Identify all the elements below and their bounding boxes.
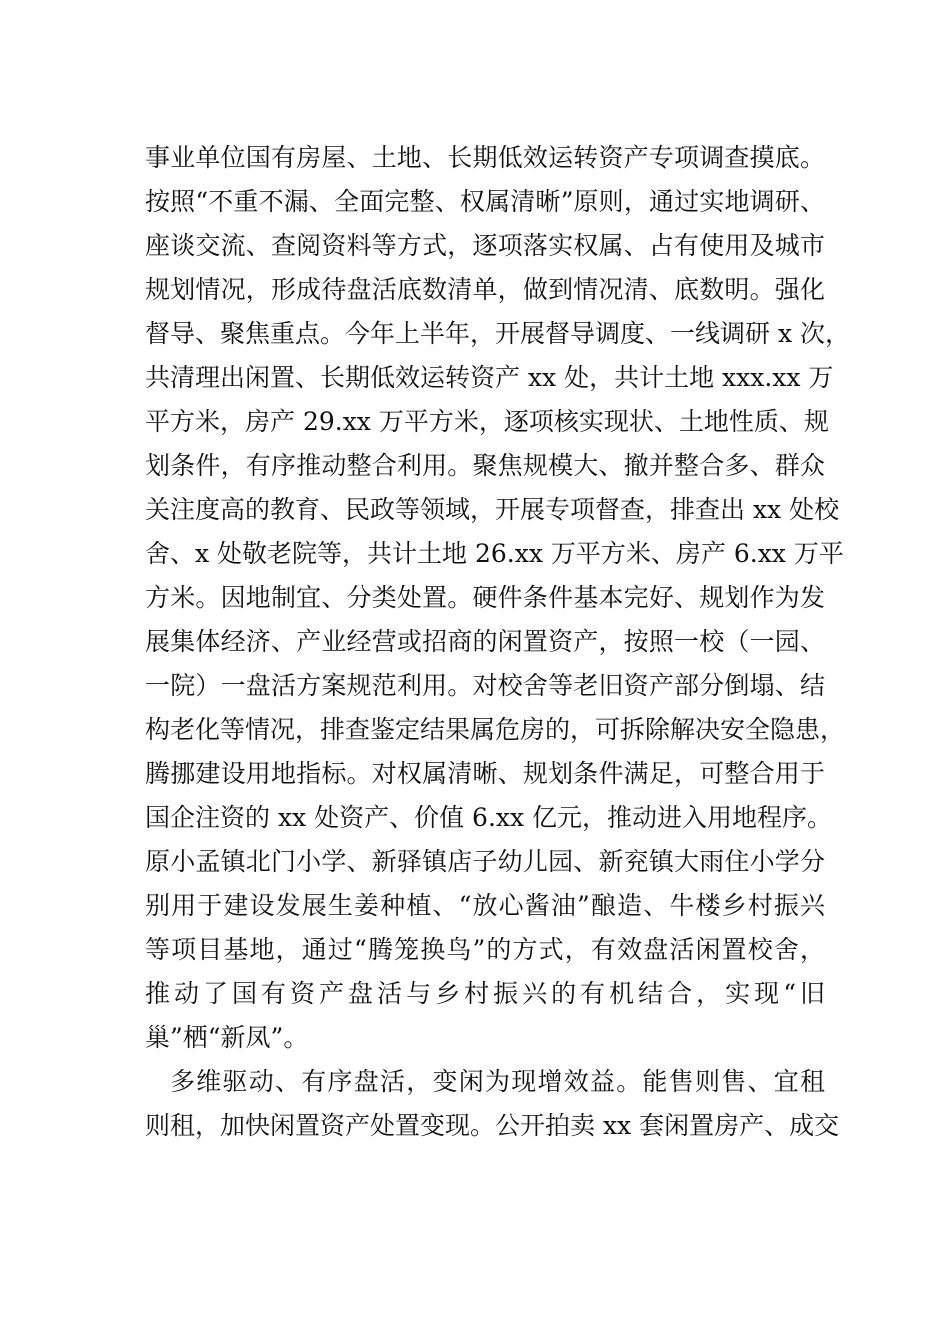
text-line: 方米。因地制宜、分类处置。硬件条件基本完好、规划作为发 — [145, 583, 825, 612]
text-line: 展集体经济、产业经营或招商的闲置资产，按照一校（一园、 — [145, 627, 825, 656]
text-line: 一院）一盘活方案规范利用。对校舍等老旧资产部分倒塌、结 — [145, 671, 825, 700]
text-line: 等项目基地，通过“腾笼换鸟”的方式，有效盘活闲置校舍， — [145, 935, 825, 964]
text-line: 督导、聚焦重点。今年上半年，开展督导调度、一线调研 x 次， — [145, 319, 850, 348]
text-line: 构老化等情况，排查鉴定结果属危房的，可拆除解决安全隐患， — [145, 715, 846, 744]
text-line: 推动了国有资产盘活与乡村振兴的有机结合，实现“旧 — [145, 979, 825, 1008]
text-line: 按照“不重不漏、全面完整、权属清晰”原则，通过实地调研、 — [145, 187, 825, 216]
text-line: 划条件，有序推动整合利用。聚焦规模大、撤并整合多、群众 — [145, 451, 825, 480]
text-line: 平方米，房产 29.xx 万平方米，逐项核实现状、土地性质、规 — [145, 407, 829, 436]
text-line: 舍、x 处敬老院等，共计土地 26.xx 万平方米、房产 6.xx 万平 — [145, 539, 844, 568]
text-line: 规划情况，形成待盘活底数清单，做到情况清、底数明。强化 — [145, 275, 825, 304]
text-line: 国企注资的 xx 处资产、价值 6.xx 亿元，推动进入用地程序。 — [145, 803, 833, 832]
paragraph-start-line: 多维驱动、有序盘活，变闲为现增效益。能售则售、宜租 — [170, 1067, 825, 1096]
text-line: 别用于建设发展生姜种植、“放心酱油”酿造、牛楼乡村振兴 — [145, 891, 825, 920]
text-line: 共清理出闲置、长期低效运转资产 xx 处，共计土地 xxx.xx 万 — [145, 363, 834, 392]
text-line: 则租，加快闲置资产处置变现。公开拍卖 xx 套闲置房产、成交 — [145, 1111, 840, 1140]
text-line: 腾挪建设用地指标。对权属清晰、规划条件满足，可整合用于 — [145, 759, 825, 788]
text-line: 关注度高的教育、民政等领域，开展专项督查，排查出 xx 处校 — [145, 495, 840, 524]
paragraph-end-line: 巢”栖“新凤”。 — [145, 1023, 309, 1052]
body-text — [145, 136, 850, 1148]
text-line: 事业单位国有房屋、土地、长期低效运转资产专项调查摸底。 — [145, 143, 825, 172]
text-line: 原小孟镇北门小学、新驿镇店子幼儿园、新兖镇大雨住小学分 — [145, 847, 825, 876]
text-line: 座谈交流、查阅资料等方式，逐项落实权属、占有使用及城市 — [145, 231, 825, 260]
